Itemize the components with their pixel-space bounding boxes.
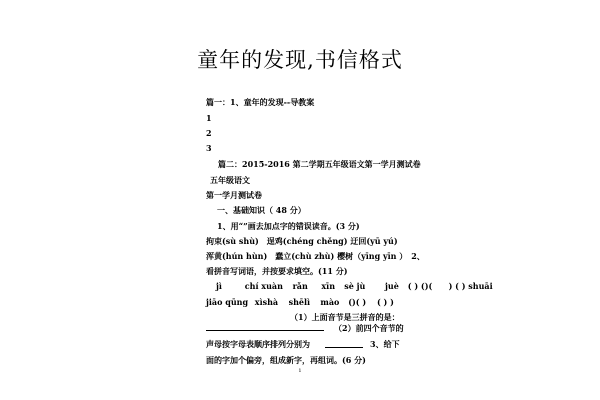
page-number: 1 bbox=[298, 368, 302, 374]
pinyin-item: ()( ) bbox=[348, 297, 367, 307]
pinyin-item: juè bbox=[384, 281, 399, 291]
question-1-line-1: 拘束(sù shù) 逞鸡(chéng chěng) 迂回(yū yú) bbox=[206, 236, 398, 246]
pinyin-item: xìshà bbox=[254, 297, 279, 307]
question-2-part-2-cont: 声母按字母表顺序排列分别为 bbox=[206, 339, 310, 349]
pinyin-item: rǎn bbox=[292, 281, 308, 291]
list-number-3: 3 bbox=[206, 143, 212, 153]
section-two-heading: 篇二：2015-2016 第二学期五年级语文第一学月测试卷 bbox=[218, 159, 421, 169]
pinyin-row-2 bbox=[206, 297, 394, 308]
section-one-heading: 篇一：1、童年的发现--导教案 bbox=[206, 97, 315, 107]
pinyin-item: shēlì bbox=[288, 297, 311, 307]
pinyin-item: jiāo qūng bbox=[206, 297, 249, 307]
list-number-1: 1 bbox=[206, 113, 212, 123]
question-3-start: 3、给下 bbox=[370, 339, 400, 349]
pinyin-item: ) ( ) shuāi bbox=[448, 281, 493, 291]
pinyin-row-1 bbox=[216, 281, 493, 292]
pinyin-item: mào bbox=[320, 297, 340, 307]
pinyin-item: xīn bbox=[321, 281, 336, 291]
question-1-line-2: 浑黄(hún hùn) 蠢立(chù zhù) 樱树（yīng yīn ） 2、 bbox=[206, 251, 425, 261]
pinyin-item: jì bbox=[216, 281, 222, 291]
document-title: 童年的发现,书信格式 bbox=[197, 48, 403, 72]
part-one-heading: 一、基础知识（ 48 分） bbox=[217, 205, 306, 215]
question-2-part-1: （1）上面音节是三拼音的是： bbox=[290, 312, 400, 322]
question-3-cont: 面的字加个偏旁，组成新字，再组词。(6 分) bbox=[206, 355, 366, 365]
grade-label: 五年级语文 bbox=[210, 175, 250, 185]
answer-blank-1 bbox=[206, 330, 324, 331]
test-title: 第一学月测试卷 bbox=[206, 190, 262, 200]
question-2-part-2: （2）前四个音节的 bbox=[334, 323, 404, 333]
list-number-2: 2 bbox=[206, 128, 212, 138]
question-2-intro: 看拼音写词语，并按要求填空。(11 分) bbox=[206, 266, 348, 276]
pinyin-item: ( ) ) bbox=[376, 297, 394, 307]
pinyin-item: ( ) ()( bbox=[407, 281, 433, 291]
answer-blank-2 bbox=[325, 347, 363, 348]
pinyin-item: sè jù bbox=[344, 281, 366, 291]
question-1: 1、用“”画去加点字的错误读音。(3 分) bbox=[217, 221, 360, 231]
pinyin-item: chí xuàn bbox=[244, 281, 283, 291]
